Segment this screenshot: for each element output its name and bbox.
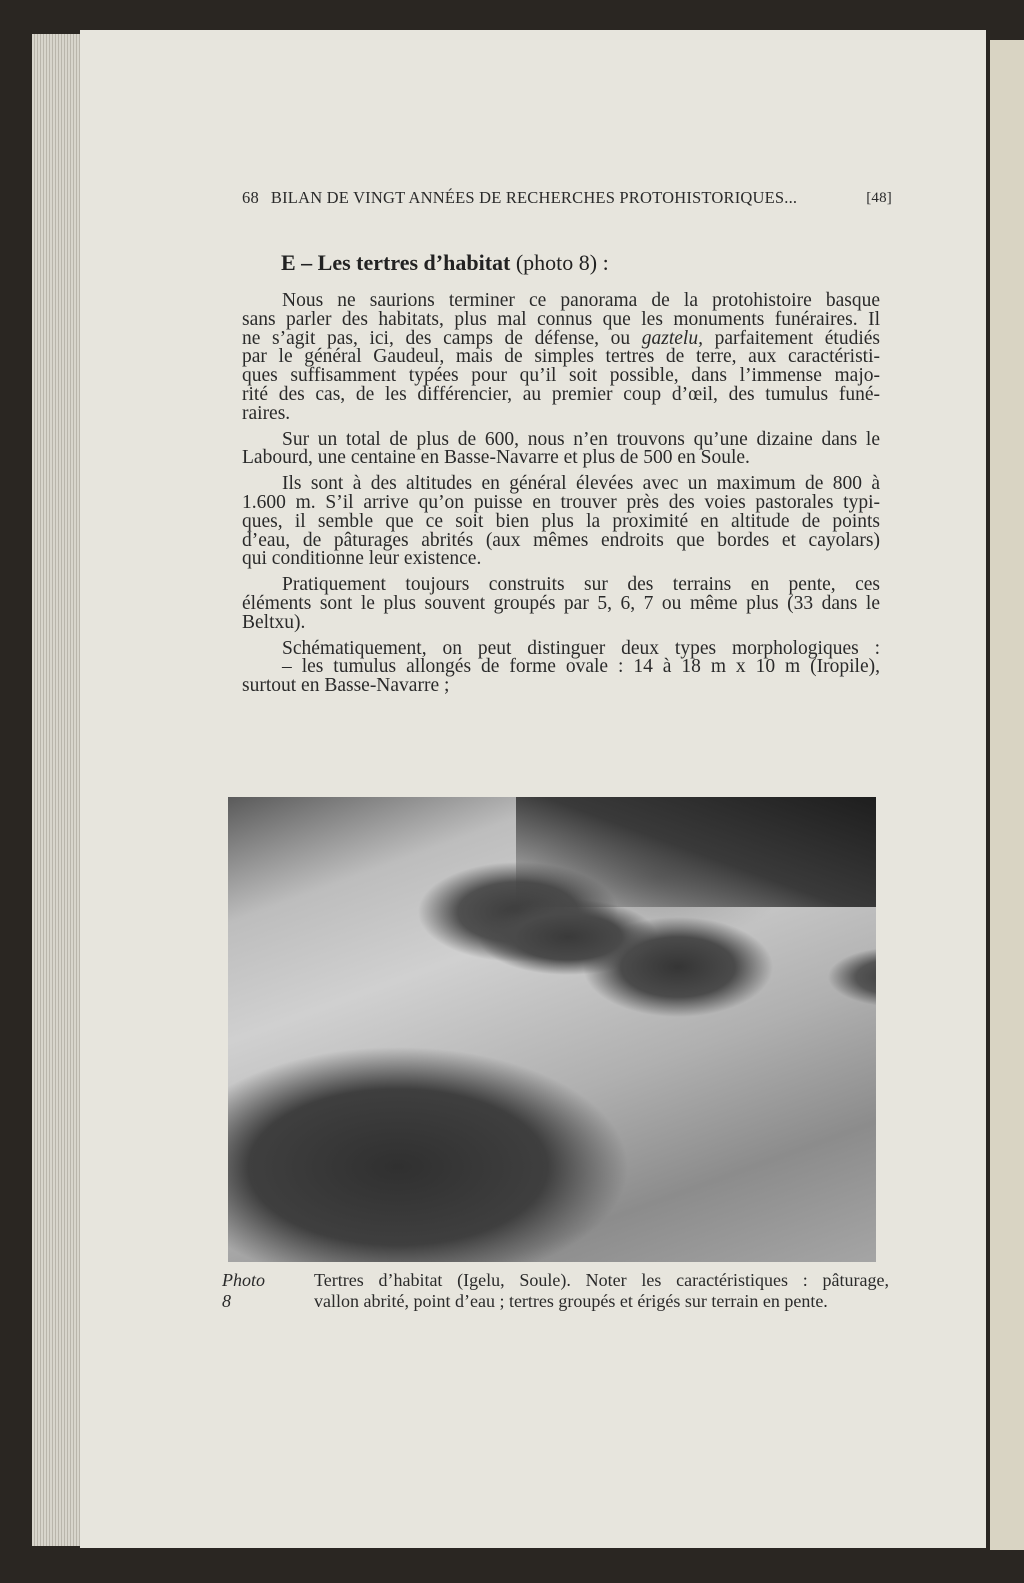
running-header [242,188,892,208]
caption-line: vallon abrité, point d’eau ; tertres groupés et érigés sur terrain en pente. [314,1291,828,1311]
caption-line: Tertres d’habitat (Igelu, Soule). Noter les caractéristiques : pâturage, [314,1270,889,1290]
text-line: Labourd, une centaine en Basse-Navarre et plus de 500 en Soule. [242,447,750,469]
section-heading [281,250,609,276]
photo-tertres-habitat [228,797,876,1262]
paragraph [242,475,880,569]
facing-page-edge [990,40,1024,1550]
page-number: 68 [242,188,259,207]
forest-area [516,797,876,907]
text-line: 1.600 m. S’il arrive qu’on puisse en trouver près des voies pastorales typi- [242,491,880,513]
text-line: éléments sont le plus souvent groupés par 5, 6, 7 ou même plus (33 dans le [242,592,880,614]
text-line: d’eau, de pâturages abrités (aux mêmes endroits que bordes et cayolars) [242,529,880,551]
text-line: raires. [242,402,291,424]
paragraph [242,637,880,697]
text-line: Sur un total de plus de 600, nous n’en trouvons qu’une dizaine dans le [282,428,880,450]
caption-label: Photo 8 [222,1270,265,1311]
heading-bold: E – Les tertres d’habitat [281,250,511,275]
heading-ref: (photo 8) : [510,250,609,275]
paragraph [242,428,880,469]
text-line: rité des cas, de les différencier, au premier coup d’œil, des tumulus funé- [242,383,880,405]
page-reference: [48] [866,190,892,206]
page-edges [32,34,82,1546]
text-line: ques, il semble que ce soit bien plus la proximité en altitude de points [242,510,880,532]
text-line: Beltxu). [242,611,306,633]
text-line: Nous ne saurions terminer ce panorama de la protohistoire basque [282,290,880,311]
text-line: ques suffisamment typées pour qu’il soit possible, dans l’immense majo- [242,365,880,387]
paragraph [242,576,880,632]
text-line: Ils sont à des altitudes en général élevées avec un maximum de 800 à [282,473,880,495]
text-line: – les tumulus allongés de forme ovale : 14 à 18 m x 10 m (Iropile), [282,656,880,678]
body-text [242,292,880,703]
text-line: qui conditionne leur existence. [242,548,482,570]
text-line: Schématiquement, on peut distinguer deux types morphologiques : [282,637,880,659]
paragraph [242,292,880,424]
text-line: ne s’agit pas, ici, des camps de défense, ou gaztelu, parfaitement étudiés [242,327,880,349]
running-title: BILAN DE VINGT ANNÉES DE RECHERCHES PROTOHISTORIQUES... [270,188,798,207]
text-line: Pratiquement toujours construits sur des terrains en pente, ces [282,574,880,596]
text-line: surtout en Basse-Navarre ; [242,675,450,697]
text-line: par le général Gaudeul, mais de simples tertres de terre, aux caractéristi- [242,346,880,368]
text-line: sans parler des habitats, plus mal connus que les monuments funéraires. Il [242,308,880,330]
